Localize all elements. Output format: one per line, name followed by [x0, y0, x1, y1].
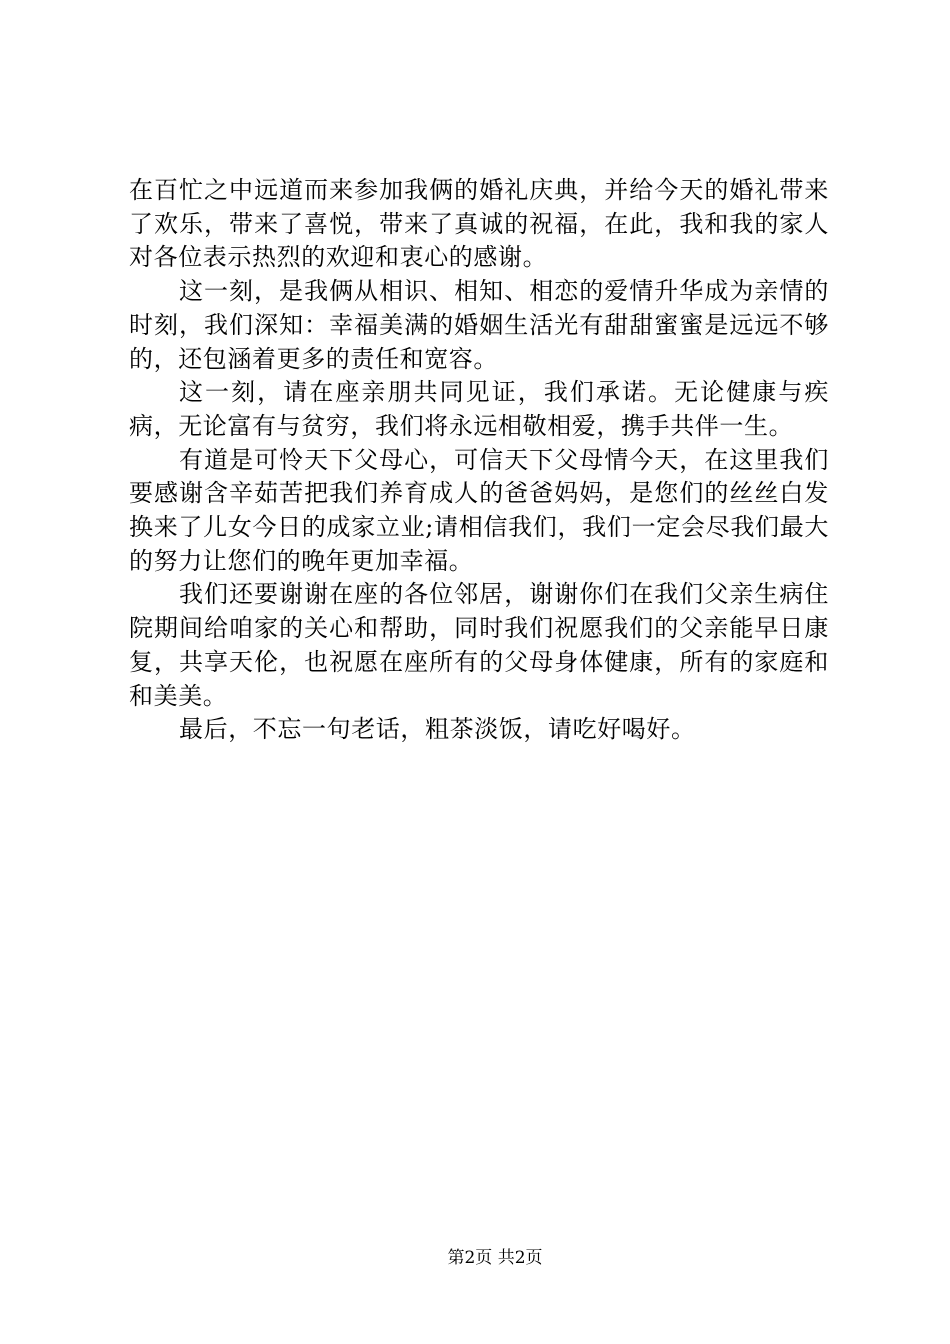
paragraph: 在百忙之中远道而来参加我俩的婚礼庆典，并给今天的婚礼带来了欢乐，带来了喜悦，带来了真诚的祝福，在此，我和我的家人对各位表示热烈的欢迎和衷心的感谢。: [129, 176, 829, 272]
document-body: [129, 174, 829, 747]
paragraph: 这一刻，是我俩从相识、相知、相恋的爱情升华成为亲情的时刻，我们深知：幸福美满的婚姻生活光有甜甜蜜蜜是远远不够的，还包涵着更多的责任和宽容。: [129, 277, 829, 373]
paragraph: 最后，不忘一句老话，粗茶淡饭，请吃好喝好。: [179, 715, 696, 744]
paragraph: 有道是可怜天下父母心，可信天下父母情今天，在这里我们要感谢含辛茹苦把我们养育成人的爸爸妈妈，是您们的丝丝白发换来了儿女今日的成家立业;请相信我们，我们一定会尽我们最大的努力让您们的晚年更加幸福。: [129, 445, 829, 575]
page-footer: 第2页 共2页: [447, 1248, 543, 1268]
paragraph: 我们还要谢谢在座的各位邻居，谢谢你们在我们父亲生病住院期间给咱家的关心和帮助，同时我们祝愿我们的父亲能早日康复，共享天伦，也祝愿在座所有的父母身体健康，所有的家庭和和美美。: [129, 580, 829, 710]
paragraph: 这一刻，请在座亲朋共同见证，我们承诺。无论健康与疾病，无论富有与贫穷，我们将永远相敬相爱，携手共伴一生。: [129, 378, 829, 440]
